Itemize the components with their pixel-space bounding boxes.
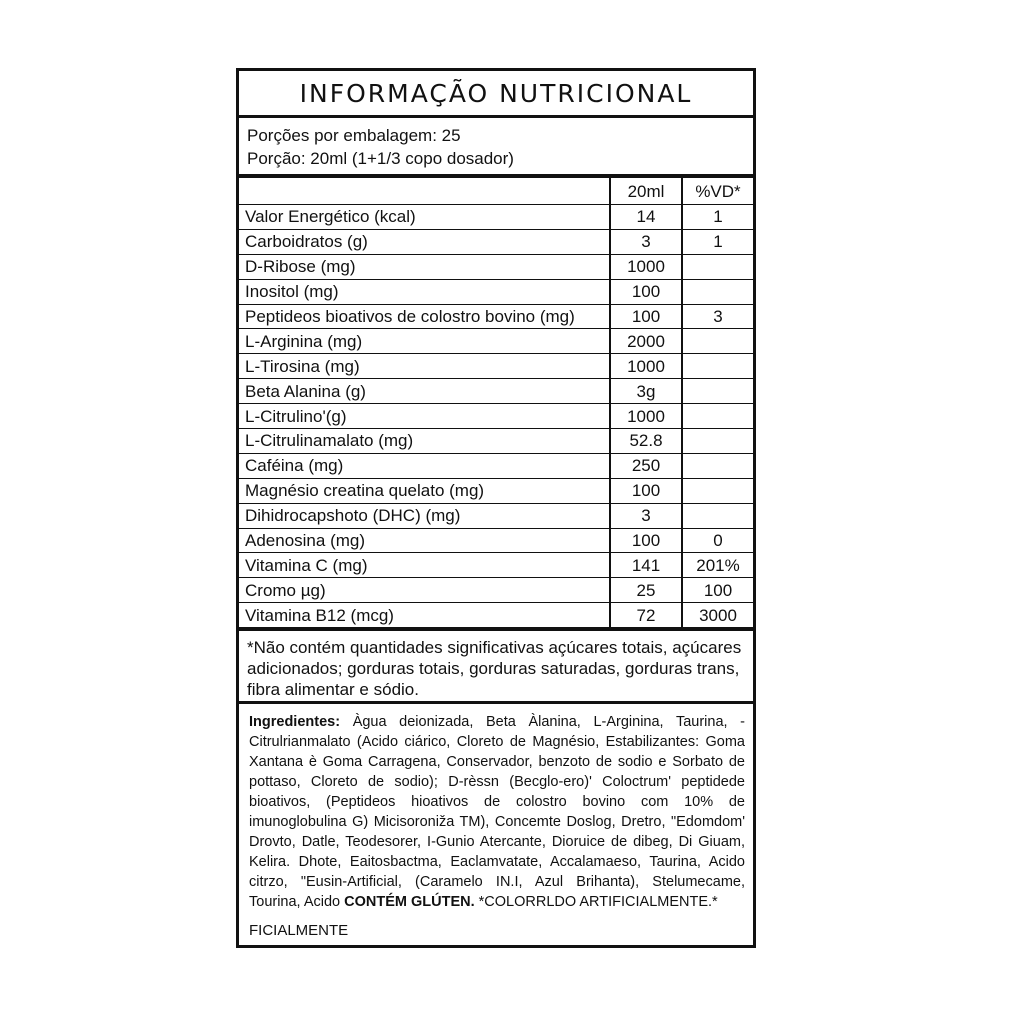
label-title: INFORMAÇÃO NUTRICIONAL (239, 71, 753, 118)
nutrient-value: 250 (610, 453, 682, 478)
nutrient-dv (682, 354, 753, 379)
table-row (239, 254, 753, 279)
table-row (239, 379, 753, 404)
nutrient-dv (682, 453, 753, 478)
nutrient-value: 100 (610, 304, 682, 329)
table-row (239, 528, 753, 553)
nutrient-name: L-Citrulinamalato (mg) (239, 429, 610, 454)
nutrient-value: 25 (610, 578, 682, 603)
nutrient-name: Cromo µg) (239, 578, 610, 603)
table-row (239, 453, 753, 478)
header-value-cell: 20ml (610, 178, 682, 205)
table-row (239, 503, 753, 528)
table-row (239, 603, 753, 628)
nutrient-dv (682, 379, 753, 404)
table-row (239, 578, 753, 603)
nutrient-dv: 201% (682, 553, 753, 578)
header-dv-cell: %VD* (682, 178, 753, 205)
table-header-row (239, 178, 753, 205)
table-row (239, 429, 753, 454)
nutrition-table (239, 178, 753, 628)
servings-per-package: Porções por embalagem: 25 (247, 126, 461, 145)
nutrient-value: 1000 (610, 404, 682, 429)
nutrient-value: 72 (610, 603, 682, 628)
header-name-cell (239, 178, 610, 205)
nutrient-dv: 1 (682, 229, 753, 254)
nutrient-name: Caféina (mg) (239, 453, 610, 478)
nutrient-value: 3 (610, 503, 682, 528)
table-row (239, 304, 753, 329)
serving-size: Porção: 20ml (1+1/3 copo dosador) (247, 149, 514, 168)
nutrient-dv: 100 (682, 578, 753, 603)
nutrient-dv (682, 329, 753, 354)
nutrient-name: L-Arginina (mg) (239, 329, 610, 354)
nutrient-name: D-Ribose (mg) (239, 254, 610, 279)
nutrient-dv: 1 (682, 205, 753, 230)
nutrient-name: Valor Energético (kcal) (239, 205, 610, 230)
nutrient-name: Inositol (mg) (239, 279, 610, 304)
nutrient-name: Dihidrocapshoto (DHC) (mg) (239, 503, 610, 528)
nutrient-name: Vitamina B12 (mcg) (239, 603, 610, 628)
nutrient-dv (682, 404, 753, 429)
table-row (239, 279, 753, 304)
nutrient-value: 100 (610, 478, 682, 503)
table-row (239, 329, 753, 354)
nutrient-dv (682, 478, 753, 503)
table-row (239, 229, 753, 254)
table-row (239, 205, 753, 230)
allergen-warning: CONTÉM GLÚTEN. (344, 894, 475, 911)
nutrient-value: 3g (610, 379, 682, 404)
table-row (239, 354, 753, 379)
nutrient-name: Beta Alanina (g) (239, 379, 610, 404)
nutrient-name: L-Citrulino'(g) (239, 404, 610, 429)
nutrient-value: 1000 (610, 254, 682, 279)
color-warning: *COLORRLDO ARTIFICIALMENTE.* (478, 894, 718, 911)
nutrient-dv: 3 (682, 304, 753, 329)
nutrient-dv (682, 503, 753, 528)
table-row (239, 478, 753, 503)
ingredients-block (239, 704, 753, 912)
nutrient-name: Vitamina C (mg) (239, 553, 610, 578)
serving-info (239, 118, 753, 178)
nutrient-value: 3 (610, 229, 682, 254)
ingredients-heading: Ingredientes: (249, 714, 341, 731)
nutrient-value: 100 (610, 279, 682, 304)
nutrient-name: Peptideos bioativos de colostro bovino (mg) (239, 304, 610, 329)
nutrient-name: Adenosina (mg) (239, 528, 610, 553)
nutrient-value: 14 (610, 205, 682, 230)
nutrient-name: Carboidratos (g) (239, 229, 610, 254)
footnote: *Não contém quantidades significativas açúcares totais, açúcares adicionados; gorduras totais, gorduras saturadas, gorduras trans, fibra alimentar e sódio. (239, 631, 753, 704)
table-row (239, 404, 753, 429)
table-row (239, 553, 753, 578)
nutrient-name: Magnésio creatina quelato (mg) (239, 478, 610, 503)
nutrient-value: 1000 (610, 354, 682, 379)
nutrient-dv: 0 (682, 528, 753, 553)
footer-text: FICIALMENTE (249, 922, 349, 939)
nutrition-table-wrap (239, 178, 753, 631)
nutrient-name: L-Tirosina (mg) (239, 354, 610, 379)
nutrient-value: 100 (610, 528, 682, 553)
nutrient-dv: 3000 (682, 603, 753, 628)
nutrition-label (236, 68, 756, 948)
nutrient-value: 52.8 (610, 429, 682, 454)
nutrient-dv (682, 254, 753, 279)
nutrient-value: 2000 (610, 329, 682, 354)
nutrient-value: 141 (610, 553, 682, 578)
ingredients-text: Àgua deionizada, Beta Àlanina, L-Arginina, Taurina, -Citrulrianmalato (Acido ciárico, Cloreto de Magnésio, Estabilizantes: Goma Xantana è Goma Carragena, Conservador, benzoto de sodio e Sorbato de pottaso, Cloreto de sodio); D-rèssn (Becglo-ero)' Coloctrum' peptidede bioativos, (Peptideos hioativos de colostro bovino com 10% de imunoglobulina G) Micisoroniža TM), Concemte Doslog, Dretro, "Edomdom' Drovto, Datle, Teodesorer, I-Gunio Atercante, Dioruice de dibeg, Di Giuam, Kelira. Dhote, Eaitosbactma, Eaclamvatate, Accalamaeso, Taurina, Acido citrzo, "Eusin-Artificial, (Caramelo IN.I, Azul Brihanta), Stelumecame, Tourina, Acido (249, 714, 745, 911)
nutrient-dv (682, 279, 753, 304)
nutrient-dv (682, 429, 753, 454)
